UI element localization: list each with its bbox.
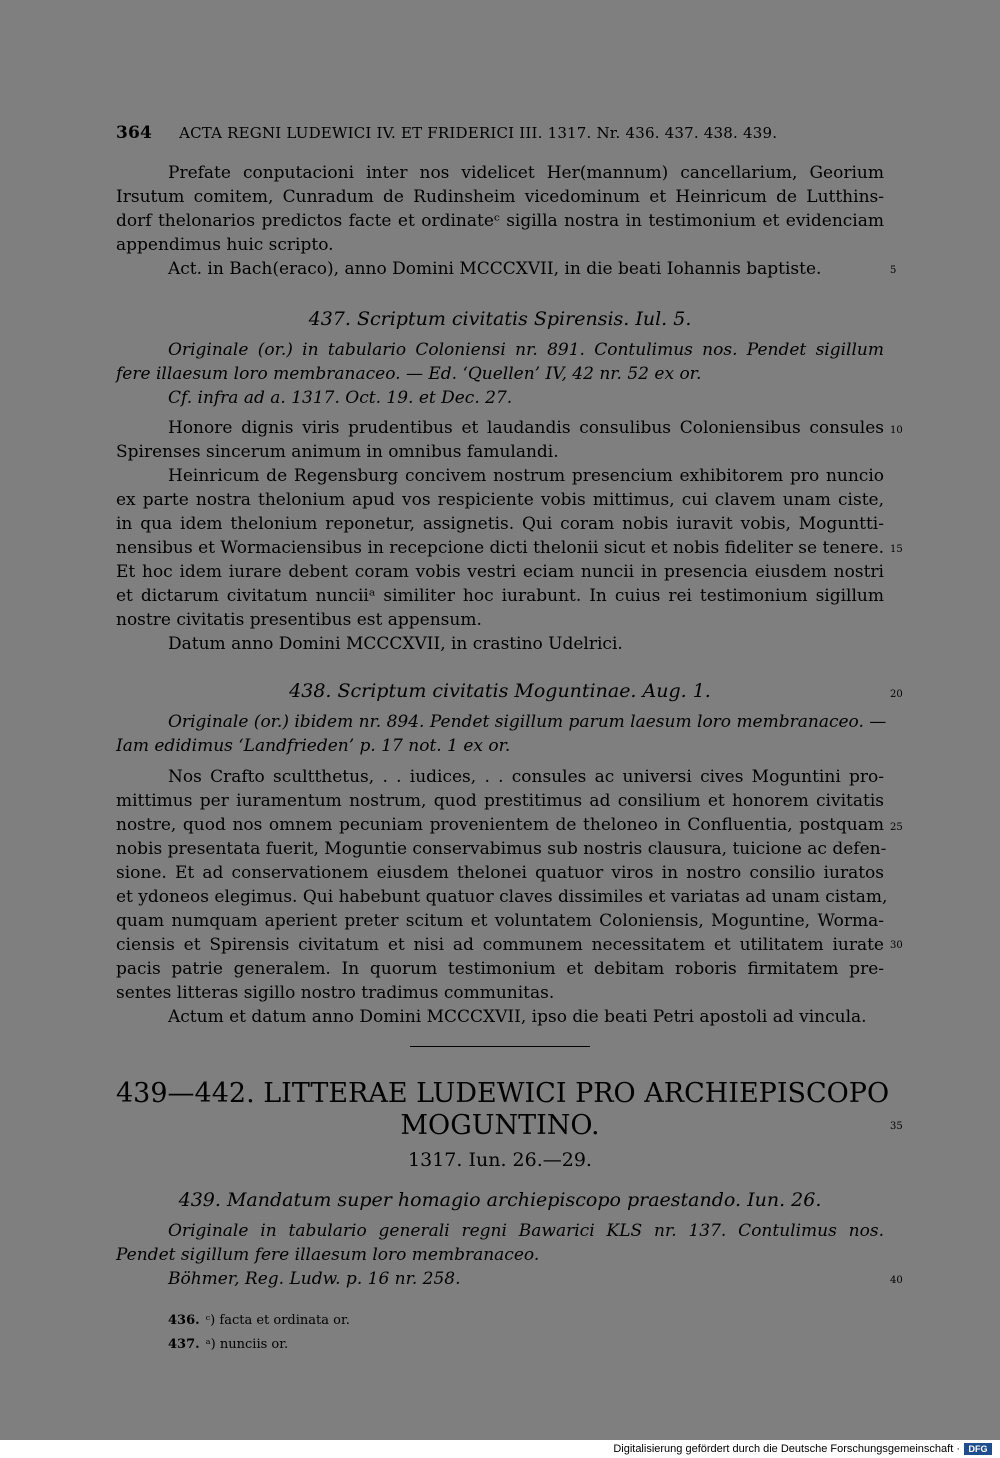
doc438-body-line: mittimus per iuramentum nostrum, quod prestitimus ad consilium et honorem civitatis bbox=[116, 791, 884, 811]
doc437-body-line: ex parte nostra thelonium apud vos respiciente vobis mittimus, cui clavem unam ciste, bbox=[116, 490, 884, 510]
doc438-body-line: pacis patrie generalem. In quorum testimonium et debitam roboris firmitatem pre- bbox=[116, 959, 884, 979]
doc439-source-line: Böhmer, Reg. Ludw. p. 16 nr. 258. bbox=[168, 1269, 461, 1289]
line-number: 40 bbox=[890, 1275, 903, 1286]
doc439-source-line: Pendet sigillum fere illaesum loro membranaceo. bbox=[116, 1245, 540, 1265]
page-number: 364 bbox=[116, 123, 153, 143]
footnote-text: ᶜ) facta et ordinata or. bbox=[205, 1313, 350, 1328]
section-title-line2: MOGUNTINO. bbox=[400, 1110, 600, 1141]
line-number: 10 bbox=[890, 425, 903, 436]
doc438-title: 438. Scriptum civitatis Moguntinae. Aug. 1. bbox=[289, 680, 711, 702]
doc437-body-line: Honore dignis viris prudentibus et laudandis consulibus Coloniensibus consules bbox=[168, 418, 884, 438]
footnote-ref: 436. bbox=[168, 1313, 200, 1328]
doc437-body-line: in qua idem thelonium reponetur, assignetis. Qui coram nobis iuravit vobis, Moguntti- bbox=[116, 514, 884, 534]
dfg-logo-icon: DFG bbox=[964, 1443, 992, 1455]
doc438-source-line: Originale (or.) ibidem nr. 894. Pendet sigillum parum laesum loro membranaceo. — bbox=[168, 712, 887, 732]
doc438-body-line: quam numquam aperient preter scitum et voluntatem Coloniensis, Moguntine, Worma- bbox=[116, 911, 884, 931]
doc437-body-line: et dictarum civitatum nunciiᵃ similiter hoc iurabunt. In cuius rei testimonium sigillum bbox=[116, 586, 884, 606]
doc437-source-line: fere illaesum loro membranaceo. — Ed. ‘Quellen’ IV, 42 nr. 52 ex or. bbox=[116, 364, 702, 384]
doc438-body-line: nostre, quod nos omnem pecuniam provenientem de theloneo in Confluentia, postquam bbox=[116, 815, 884, 835]
doc437-body-line: nostre civitatis presentibus est appensum. bbox=[116, 610, 482, 630]
doc436-line: appendimus huic scripto. bbox=[116, 235, 334, 255]
doc436-closing: Act. in Bach(eraco), anno Domini MCCCXVII, in die beati Iohannis baptiste. bbox=[168, 259, 822, 279]
doc436-line: Irsutum comitem, Cunradum de Rudinsheim vicedominum et Heinricum de Lutthins- bbox=[116, 187, 884, 207]
doc438-body-line: Nos Crafto scultthetus, . . iudices, . . consules ac universi cives Moguntini pro- bbox=[168, 767, 884, 787]
doc437-body-line: Heinricum de Regensburg concivem nostrum presencium exhibitorem pro nuncio bbox=[168, 466, 884, 486]
line-number: 20 bbox=[890, 689, 903, 700]
footnote-text: ᵃ) nunciis or. bbox=[205, 1337, 289, 1352]
doc436-line: Prefate conputacioni inter nos videlicet Her(mannum) cancellarium, Georium bbox=[168, 163, 884, 183]
doc438-source-line: Iam edidimus ‘Landfrieden’ p. 17 not. 1 ex or. bbox=[116, 736, 511, 756]
doc437-closing: Datum anno Domini MCCCXVII, in crastino Udelrici. bbox=[168, 634, 623, 654]
doc439-source-line: Originale in tabulario generali regni Bawarici KLS nr. 137. Contulimus nos. bbox=[168, 1221, 884, 1241]
doc436-line: dorf thelonarios predictos facte et ordinateᶜ sigilla nostra in testimonium et evidenciam bbox=[116, 211, 884, 231]
line-number: 30 bbox=[890, 940, 903, 951]
footnote bbox=[168, 1337, 288, 1352]
footnote bbox=[168, 1313, 350, 1328]
running-title: ACTA REGNI LUDEWICI IV. ET FRIDERICI III. 1317. Nr. 436. 437. 438. 439. bbox=[179, 124, 778, 142]
doc438-body-line: sentes litteras sigillo nostro tradimus communitas. bbox=[116, 983, 555, 1003]
section-divider bbox=[410, 1046, 590, 1047]
section-dates: 1317. Iun. 26.—29. bbox=[408, 1149, 592, 1171]
line-number: 35 bbox=[890, 1121, 903, 1132]
footer-credit: Digitalisierung gefördert durch die Deutsche Forschungsgemeinschaft · bbox=[613, 1443, 960, 1455]
footnote-ref: 437. bbox=[168, 1337, 200, 1352]
doc437-body-line: Spirenses sincerum animum in omnibus famulandi. bbox=[116, 442, 559, 462]
section-title-line1: 439—442. LITTERAE LUDEWICI PRO ARCHIEPISCOPO bbox=[116, 1078, 890, 1109]
doc438-body-line: et ydoneos elegimus. Qui habebunt quatuor claves dissimiles et variatas ad unam cistam, bbox=[116, 887, 888, 907]
running-header bbox=[116, 123, 816, 143]
doc437-source-line: Originale (or.) in tabulario Coloniensi nr. 891. Contulimus nos. Pendet sigillum bbox=[168, 340, 884, 360]
doc437-body-line: Et hoc idem iurare debent coram vobis vestri eciam nuncii in presencia eiusdem nostri bbox=[116, 562, 884, 582]
line-number: 25 bbox=[890, 822, 903, 833]
doc438-body-line: nobis presentata fuerit, Moguntie conservabimus sub nostris clausura, tuicione ac defen- bbox=[116, 839, 887, 859]
doc437-body-line: nensibus et Wormaciensibus in recepcione dicti thelonii sicut et nobis fideliter se tenere. bbox=[116, 538, 884, 558]
doc438-body-line: sione. Et ad conservationem eiusdem thelonei quatuor viros in nostro consilio iuratos bbox=[116, 863, 884, 883]
line-number: 5 bbox=[890, 265, 897, 276]
digitization-footer bbox=[0, 1440, 1000, 1458]
doc438-body-line: ciensis et Spirensis civitatum et nisi ad communem necessitatem et utilitatem iurate bbox=[116, 935, 884, 955]
doc437-title: 437. Scriptum civitatis Spirensis. Iul. 5. bbox=[308, 308, 692, 330]
doc438-closing: Actum et datum anno Domini MCCCXVII, ipso die beati Petri apostoli ad vincula. bbox=[168, 1007, 867, 1027]
doc439-title: 439. Mandatum super homagio archiepiscopo praestando. Iun. 26. bbox=[178, 1189, 822, 1211]
line-number: 15 bbox=[890, 544, 903, 555]
doc437-source-line: Cf. infra ad a. 1317. Oct. 19. et Dec. 27. bbox=[168, 388, 513, 408]
